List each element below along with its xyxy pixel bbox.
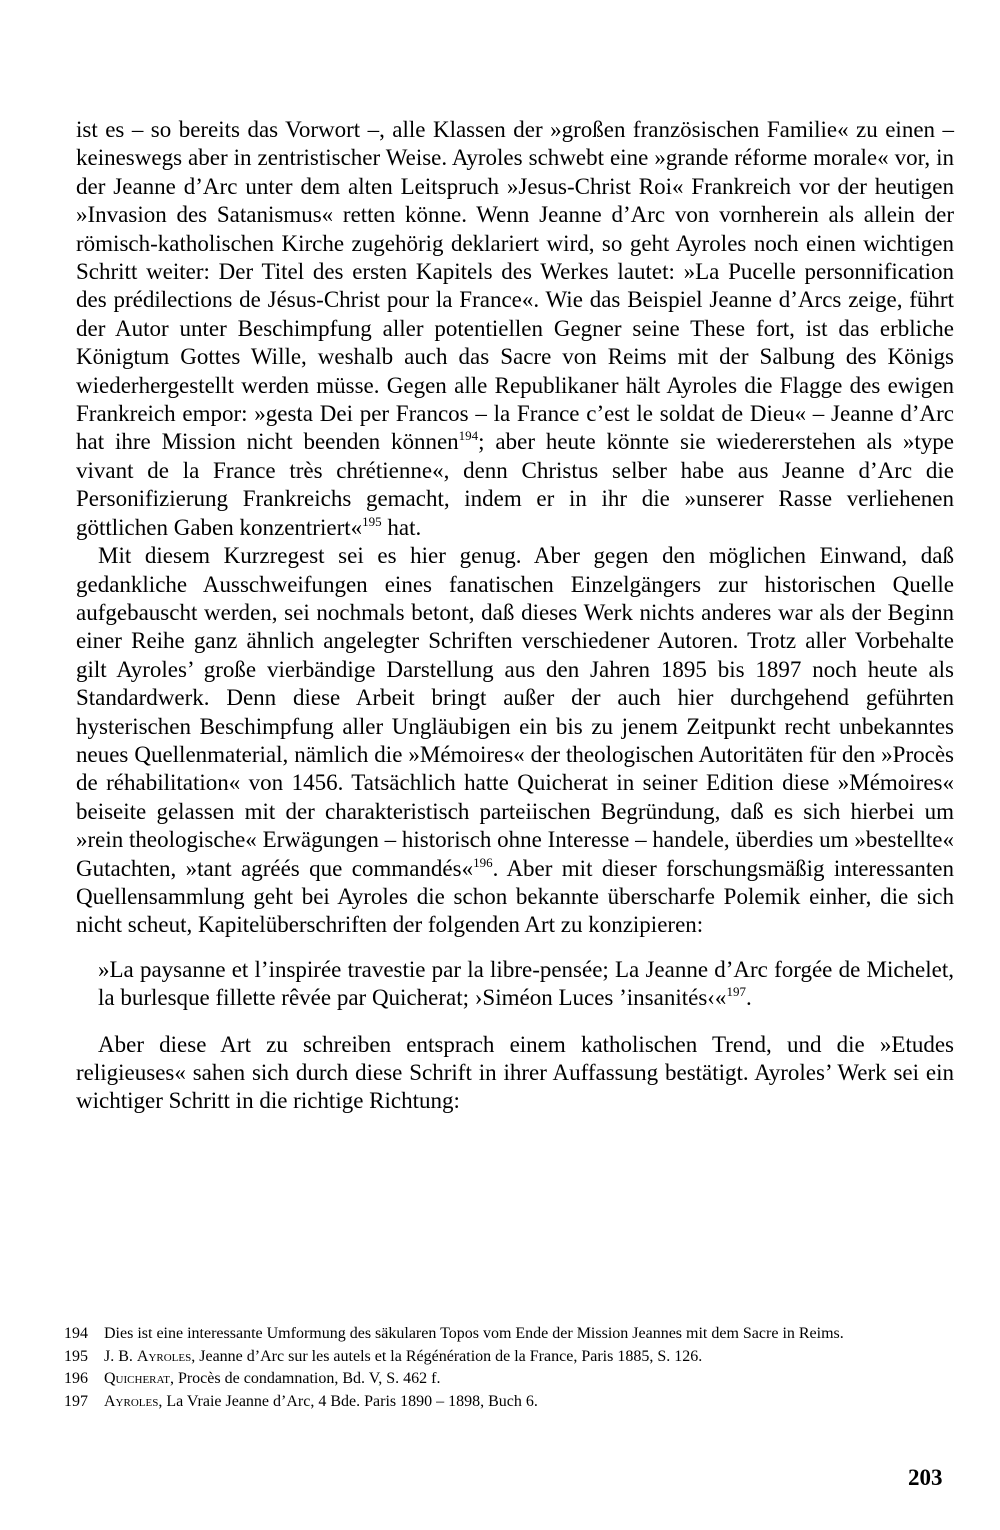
page-number: 203 bbox=[908, 1465, 943, 1490]
paragraph-1 bbox=[76, 116, 954, 542]
citation: , La Vraie Jeanne d’Arc, 4 Bde. Paris 1890 – 1898, Buch 6. bbox=[158, 1392, 538, 1410]
footnote-ref-196[interactable]: 196 bbox=[473, 854, 493, 870]
footnote-195 bbox=[64, 1346, 954, 1369]
text-run: »La paysanne et l’inspirée travestie par la libre-pensée; La Jeanne d’Arc forgée de Michelet, la burlesque fillette rêvée par Quicherat; ›Siméon Luces ’insanités‹« bbox=[98, 956, 954, 1011]
footnote-197 bbox=[64, 1391, 954, 1414]
footnote-number: 196 bbox=[64, 1370, 88, 1387]
footnote-text bbox=[104, 1346, 954, 1369]
footnote-196 bbox=[64, 1368, 954, 1391]
text-run: ; aber heute könnte sie wiedererstehen als »type vivant de la France très chrétienne«, denn Christus selber habe aus Jeanne d’Arc die Personifizierung Frankreichs gemacht, indem er in ihr die »unserer Rasse verliehenen göttlichen Gaben konzentriert« bbox=[76, 429, 954, 540]
footnote-text: Dies ist eine interessante Umformung des säkularen Topos vom Ende der Mission Jeannes mit dem Sacre in Reims. bbox=[104, 1325, 844, 1342]
footnote-194 bbox=[64, 1323, 954, 1346]
block-quote bbox=[76, 956, 954, 1013]
footnotes bbox=[64, 1323, 954, 1413]
footnote-text bbox=[104, 1391, 954, 1414]
author-name: Ayroles bbox=[136, 1347, 192, 1365]
main-text bbox=[76, 116, 954, 1116]
citation: , Procès de condamnation, Bd. V, S. 462 f. bbox=[169, 1370, 441, 1387]
author-name: Ayroles bbox=[104, 1392, 159, 1410]
paragraph-3 bbox=[76, 1031, 954, 1116]
author-initials: J. B. bbox=[104, 1347, 137, 1365]
text-run: hat. bbox=[381, 514, 422, 540]
footnote-number: 197 bbox=[64, 1392, 88, 1410]
footnote-ref-194[interactable]: 194 bbox=[458, 428, 479, 444]
footnote-text bbox=[104, 1368, 954, 1391]
citation: , Jeanne d’Arc sur les autels et la Régénération de la France, Paris 1885, S. 126. bbox=[191, 1347, 703, 1365]
text-run: . bbox=[745, 985, 752, 1011]
text-run: Mit diesem Kurzregest sei es hier genug. Aber gegen den möglichen Einwand, daß gedankliche Ausschweifungen eines fanatischen Einzelgängers zur historischen Quelle aufgebauscht werden, sei nochmals betont, daß dieses Werk nichts anderes war als der Beginn einer Reihe ganz ähnlich angelegter Schriften verschiedener Autoren. Trotz aller Vorbehalte gilt Ayroles’ große vierbändige Darstellung aus den Jahren 1895 bis 1897 noch heute als Standardwerk. Denn diese Arbeit bringt außer der auch hier durchgehend geführten hysterischen Beschimpfung aller Ungläubigen ein bis zu jenem Zeitpunkt recht unbekanntes neues Quellenmaterial, nämlich die »Mémoires« der theologischen Autoritäten für den »Procès de réhabilitation« von 1456. Tatsächlich hatte Quicherat in seiner Edition diese »Mémoires« beiseite gelassen mit der charakteristisch parteiischen Begründung, daß es sich hierbei um »rein theologische« Erwägungen – historisch ohne Interesse – handele, überdies um »bestellte« Gutachten, »tant agréés que commandés« bbox=[76, 543, 954, 881]
text-run: Aber diese Art zu schreiben entsprach einem katholischen Trend, und die »Etudes religieuses« sahen sich durch diese Schrift in ihrer Auffassung bestätigt. Ayroles’ Werk sei ein wichtiger Schritt in die richtige Richtung: bbox=[76, 1031, 954, 1114]
text-run: ist es – so bereits das Vorwort –, alle Klassen der »großen französischen Familie« zu einen – keineswegs aber in zentristischer Weise. Ayroles schwebt eine »grande réforme morale« vor, in der Jeanne d’Arc unter dem alten Leitspruch »Jesus-Christ Roi« Frankreich vor der heutigen »Invasion des Satanismus« retten könne. Wenn Jeanne d’Arc von vornherein als allein der römisch-katholischen Kirche zugehörig deklariert wird, so geht Ayroles noch einen wichtigen Schritt weiter: Der Titel des ersten Kapitels des Werkes lautet: »La Pucelle personnification des prédilections de Jésus-Christ pour la France«. Wie das Beispiel Jeanne d’Arcs zeige, führt der Autor unter Beschimpfung aller potentiellen Gegner seine These fort, ist das erbliche Königtum Gottes Wille, weshalb auch das Sacre von Reims mit der Salbung des Königs wiederhergestellt werden müsse. Gegen alle Republikaner hält Ayroles die Flagge des ewigen Frankreich empor: »gesta Dei per Francos – la France c’est le soldat de Dieu« – Jeanne d’Arc hat ihre Mission nicht beenden können bbox=[76, 117, 954, 455]
footnote-ref-197[interactable]: 197 bbox=[726, 984, 746, 1000]
author-name: Quicherat bbox=[104, 1370, 170, 1387]
footnote-number: 195 bbox=[64, 1347, 88, 1365]
paragraph-2 bbox=[76, 542, 954, 940]
text-run: . Aber mit dieser forschungsmäßig interessanten Quellensammlung geht bei Ayroles die schon bekannte überscharfe Polemik einher, die sich nicht scheut, Kapitelüberschriften der folgenden Art zu konzipieren: bbox=[76, 855, 954, 938]
footnote-number: 194 bbox=[64, 1325, 88, 1342]
footnote-ref-195[interactable]: 195 bbox=[362, 513, 382, 529]
